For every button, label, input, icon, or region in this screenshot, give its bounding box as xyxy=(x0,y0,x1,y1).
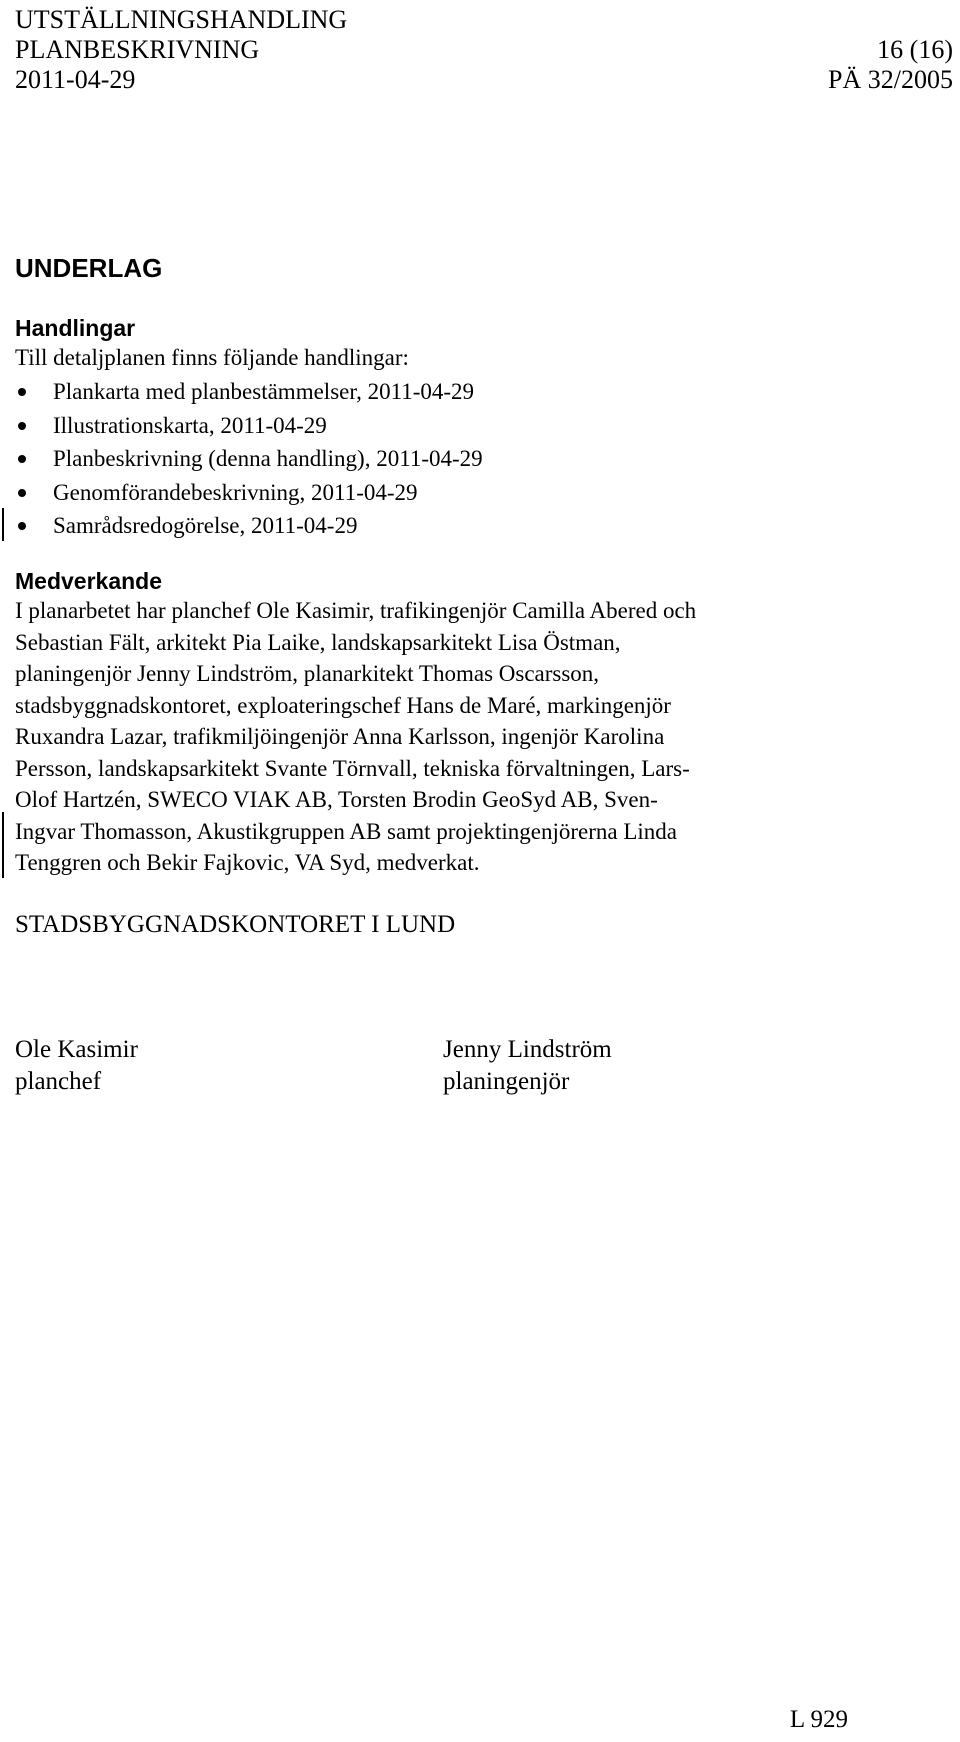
list-item-text: Samrådsredogörelse, 2011-04-29 xyxy=(53,513,358,538)
subheading-handlingar: Handlingar xyxy=(15,315,136,341)
list-item-text: Illustrationskarta, 2011-04-29 xyxy=(53,412,327,438)
page-number: 16 (16) xyxy=(877,35,953,64)
header-row-1 xyxy=(15,5,953,35)
paragraph-line: stadsbyggnadskontoret, exploateringschef Hans de Maré, markingenjör xyxy=(15,692,671,718)
footer-code: L 929 xyxy=(789,1706,848,1733)
medverkande-paragraph xyxy=(15,595,950,879)
bullet-icon xyxy=(18,489,26,497)
list-item-text: Plankarta med planbestämmelser, 2011-04-29 xyxy=(53,379,475,404)
doc-reference: PÄ 32/2005 xyxy=(828,65,953,94)
signatory-title: planingenjör xyxy=(443,1068,570,1095)
list-item-text: Planbeskrivning (denna handling), 2011-04-29 xyxy=(53,446,483,471)
paragraph-line: Persson, landskapsarkitekt Svante Törnvall, tekniska förvaltningen, Lars- xyxy=(15,755,690,781)
paragraph-line: I planarbetet har planchef Ole Kasimir, trafikingenjör Camilla Abered och xyxy=(15,598,697,623)
header-row-3 xyxy=(15,65,953,95)
paragraph-line: Tenggren och Bekir Fajkovic, VA Syd, medverkat. xyxy=(15,850,480,875)
list-item xyxy=(15,442,483,476)
paragraph-line: Olof Hartzén, SWECO VIAK AB, Torsten Brodin GeoSyd AB, Sven- xyxy=(15,787,658,812)
subheading-medverkande: Medverkande xyxy=(15,568,163,594)
list-item-text: Genomförandebeskrivning, 2011-04-29 xyxy=(53,479,418,505)
doc-type: UTSTÄLLNINGSHANDLING xyxy=(15,5,348,34)
bullet-icon xyxy=(18,522,26,530)
bullet-icon xyxy=(18,422,26,430)
signatory-name: Jenny Lindström xyxy=(443,1036,612,1063)
list-item xyxy=(15,509,483,543)
paragraph-line: Ruxandra Lazar, trafikmiljöingenjör Anna Karlsson, ingenjör Karolina xyxy=(15,724,665,749)
bullet-icon xyxy=(18,455,26,463)
handlingar-list xyxy=(15,375,483,543)
paragraph-line: planingenjör Jenny Lindström, planarkitekt Thomas Oscarsson, xyxy=(15,661,600,686)
doc-date: 2011-04-29 xyxy=(15,65,136,94)
list-item xyxy=(15,476,483,510)
doc-title: PLANBESKRIVNING xyxy=(15,35,260,64)
office-name: STADSBYGGNADSKONTORET I LUND xyxy=(15,911,456,938)
bullet-icon xyxy=(18,388,26,396)
signatory-name: Ole Kasimir xyxy=(15,1036,138,1063)
paragraph-line: Ingvar Thomasson, Akustikgruppen AB samt projektingenjörerna Linda xyxy=(15,818,677,844)
list-item xyxy=(15,409,483,443)
page-header xyxy=(15,5,953,95)
signature-block xyxy=(15,1034,138,1098)
signature-block xyxy=(443,1034,612,1098)
change-bar xyxy=(2,508,4,541)
paragraph-line: Sebastian Fält, arkitekt Pia Laike, landskapsarkitekt Lisa Östman, xyxy=(15,629,621,655)
signatory-title: planchef xyxy=(15,1068,102,1095)
section-heading-underlag: UNDERLAG xyxy=(15,253,163,283)
change-bar xyxy=(2,812,4,878)
handlingar-intro: Till detaljplanen finns följande handlingar: xyxy=(15,345,409,370)
list-item xyxy=(15,375,483,409)
header-row-2 xyxy=(15,35,953,65)
